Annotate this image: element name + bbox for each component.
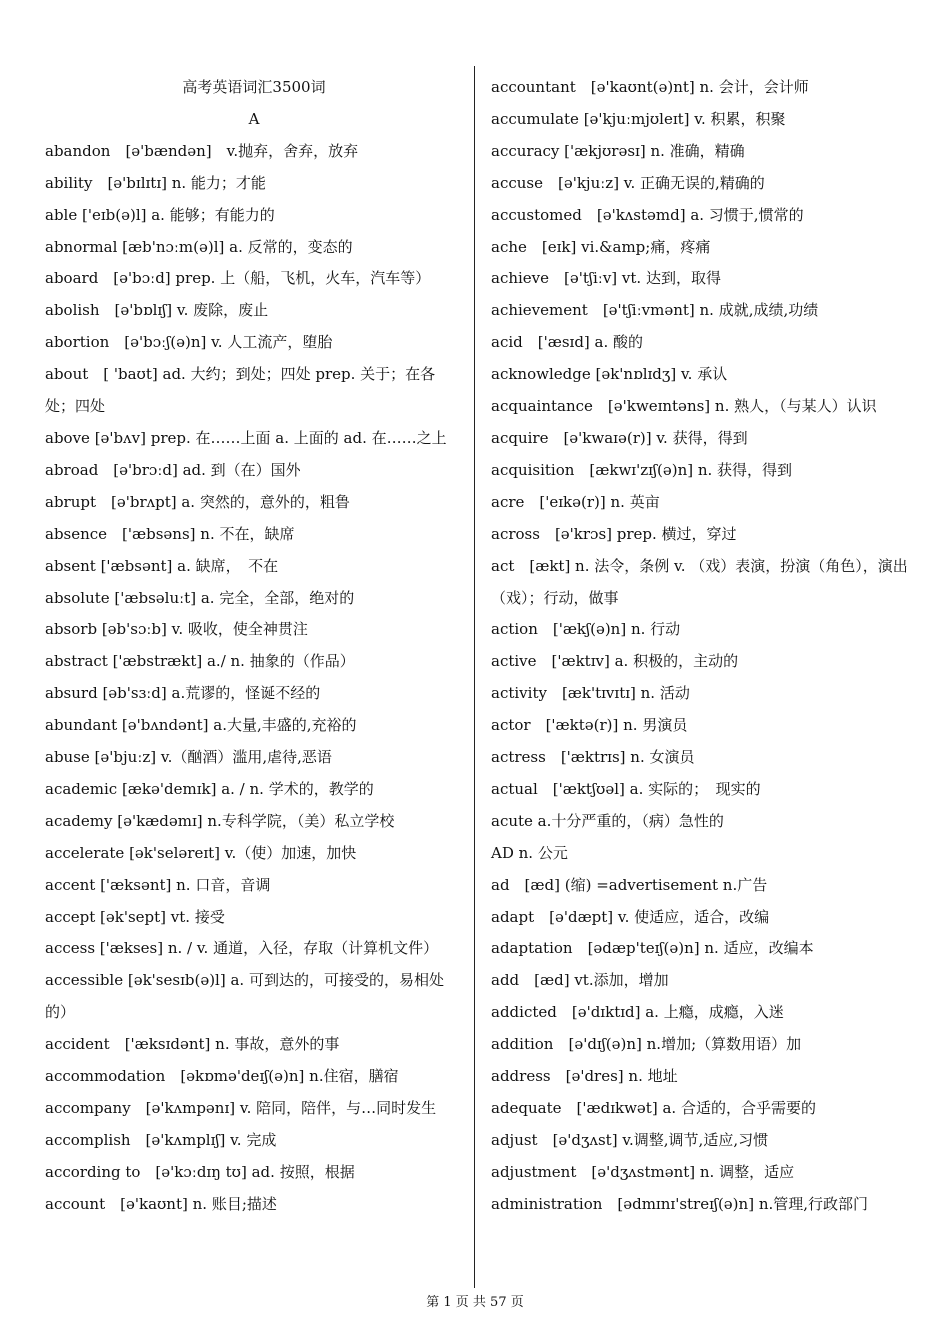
page-title: 高考英语词汇3500词 xyxy=(182,78,326,96)
vocab-entry: acid ['æsɪd] a. 酸的 xyxy=(491,333,644,352)
vocab-entry: actual ['æktʃʊəl] a. 实际的； 现实的 xyxy=(491,779,761,798)
vocab-entry: achievement [ə'tʃiːvmənt] n. 成就,成绩,功绩 xyxy=(491,301,819,320)
vocab-entry: add [æd] vt.添加，增加 xyxy=(491,971,669,990)
vocab-entry: adjust [ə'dʒʌst] v.调整,调节,适应,习惯 xyxy=(491,1130,769,1149)
vocab-entry: across [ə'krɔs] prep. 横过，穿过 xyxy=(491,524,737,543)
section-letter: A xyxy=(248,109,260,128)
vocab-entry: adjustment [ə'dʒʌstmənt] n. 调整，适应 xyxy=(491,1162,795,1181)
vocab-entry: accumulate [ə'kjuːmjʊleɪt] v. 积累，积聚 xyxy=(491,109,786,128)
vocab-entry: adaptation [ədæp'teɪʃ(ə)n] n. 适应，改编本 xyxy=(491,939,814,958)
vocab-entry: absent ['æbsənt] a. 缺席， 不在 xyxy=(45,556,279,575)
vocab-entry: accessible [ək'sesɪb(ə)l] a. 可到达的，可接受的，易相处的） xyxy=(45,971,444,1022)
vocab-entry: absence ['æbsəns] n. 不在，缺席 xyxy=(45,524,295,543)
vocab-entry: acute a.十分严重的，（病）急性的 xyxy=(491,811,724,830)
vocab-entry: accuracy ['ækjʊrəsɪ] n. 准确，精确 xyxy=(491,141,745,160)
vocab-entry: academy [ə'kædəmɪ] n.专科学院，（美）私立学校 xyxy=(45,811,395,830)
vocab-entry: able ['eɪb(ə)l] a. 能够；有能力的 xyxy=(45,205,275,224)
vocab-entry: abundant [ə'bʌndənt] a.大量,丰盛的,充裕的 xyxy=(45,716,357,735)
vocab-entry: abolish [ə'bɒlɪʃ] v. 废除，废止 xyxy=(45,301,269,320)
left-column xyxy=(45,72,463,1221)
vocab-entry: academic [ækə'demɪk] a. / n. 学术的，教学的 xyxy=(45,779,374,798)
vocab-entry: accuse [ə'kjuːz] v. 正确无误的,精确的 xyxy=(491,173,765,192)
vocab-entry: abuse [ə'bjuːz] v.（酗酒）滥用,虐待,恶语 xyxy=(45,748,332,767)
right-entry-list xyxy=(491,72,911,1221)
vocab-entry: accompany [ə'kʌmpənɪ] v. 陪同，陪伴，与…同时发生 xyxy=(45,1099,437,1117)
vocab-entry: abroad [ə'brɔːd] ad. 到（在）国外 xyxy=(45,460,301,479)
vocab-entry: abortion [ə'bɔːʃ(ə)n] v. 人工流产，堕胎 xyxy=(45,333,333,352)
vocab-entry: accent ['æksənt] n. 口音，音调 xyxy=(45,875,271,894)
vocab-entry: ability [ə'bɪlɪtɪ] n. 能力；才能 xyxy=(45,173,266,192)
vocab-entry: accommodation [əkɒmə'deɪʃ(ə)n] n.住宿，膳宿 xyxy=(45,1067,399,1086)
vocab-entry: abnormal [æb'nɔːm(ə)l] a. 反常的，变态的 xyxy=(45,237,353,256)
vocab-entry: actor ['æktə(r)] n. 男演员 xyxy=(491,716,688,735)
vocab-entry: address [ə'dres] n. 地址 xyxy=(491,1067,678,1086)
vocab-entry: acquisition [ækwɪ'zɪʃ(ə)n] n. 获得，得到 xyxy=(491,460,793,479)
vocab-entry: above [ə'bʌv] prep. 在……上面 a. 上面的 ad. 在……之上 xyxy=(45,428,447,447)
vocab-entry: AD n. 公元 xyxy=(491,843,568,862)
left-entry-list xyxy=(45,136,463,1221)
vocab-entry: active ['æktɪv] a. 积极的，主动的 xyxy=(491,652,739,671)
vocab-entry: abandon [ə'bændən] v.抛弃，舍弃，放弃 xyxy=(45,141,359,160)
vocab-entry: ad [æd] (缩) =advertisement n.广告 xyxy=(491,875,768,894)
vocab-entry: addicted [ə'dɪktɪd] a. 上瘾，成瘾，入迷 xyxy=(491,1003,784,1022)
vocab-entry: acquaintance [ə'kweɪntəns] n. 熟人，（与某人）认识 xyxy=(491,397,877,416)
vocab-entry: acquire [ə'kwaɪə(r)] v. 获得，得到 xyxy=(491,428,748,447)
vocab-entry: actress ['æktrɪs] n. 女演员 xyxy=(491,748,695,767)
vocab-entry: accelerate [ək'seləreɪt] v.（使）加速，加快 xyxy=(45,843,357,862)
vocab-entry: adequate ['ædɪkwət] a. 合适的，合乎需要的 xyxy=(491,1099,816,1117)
vocab-entry: according to [ə'kɔːdɪŋ tʊ] ad. 按照，根据 xyxy=(45,1162,355,1181)
vocab-entry: aboard [ə'bɔːd] prep. 上（船，飞机，火车，汽车等） xyxy=(45,269,431,288)
vocab-entry: act [ækt] n. 法令，条例 v. （戏）表演，扮演（角色），演出（戏）；行动，做事 xyxy=(491,556,908,607)
vocab-entry: acre ['eɪkə(r)] n. 英亩 xyxy=(491,492,660,511)
vocab-entry: absolute ['æbsəluːt] a. 完全，全部，绝对的 xyxy=(45,588,355,607)
vocab-entry: account [ə'kaʊnt] n. 账目;描述 xyxy=(45,1194,277,1213)
vocab-entry: accountant [ə'kaʊnt(ə)nt] n. 会计，会计师 xyxy=(491,78,809,96)
right-column xyxy=(491,72,911,1221)
vocab-entry: abrupt [ə'brʌpt] a. 突然的，意外的，粗鲁 xyxy=(45,492,350,511)
vocab-entry: accomplish [ə'kʌmplɪʃ] v. 完成 xyxy=(45,1130,277,1149)
vocab-entry: about [ 'baʊt] ad. 大约；到处；四处 prep. 关于；在各处；四处 xyxy=(45,365,436,416)
vocab-entry: acknowledge [ək'nɒlɪdʒ] v. 承认 xyxy=(491,365,728,384)
vocab-entry: absurd [əb'sɜːd] a.荒谬的，怪诞不经的 xyxy=(45,684,321,703)
vocab-entry: accident ['æksɪdənt] n. 事故，意外的事 xyxy=(45,1035,340,1054)
vocab-entry: accustomed [ə'kʌstəmd] a. 习惯于,惯常的 xyxy=(491,205,804,224)
page-footer: 第 1 页 共 57 页 xyxy=(426,1295,524,1310)
column-divider xyxy=(474,66,475,1288)
vocab-entry: absorb [əb'sɔːb] v. 吸收，使全神贯注 xyxy=(45,620,308,639)
vocab-entry: abstract ['æbstrækt] a./ n. 抽象的（作品） xyxy=(45,652,355,671)
vocab-entry: activity [æk'tɪvɪtɪ] n. 活动 xyxy=(491,684,690,703)
vocab-entry: administration [ədmɪnɪ'streɪʃ(ə)n] n.管理,行政部门 xyxy=(491,1194,869,1213)
vocab-entry: addition [ə'dɪʃ(ə)n] n.增加;（算数用语）加 xyxy=(491,1035,802,1054)
vocab-entry: action ['ækʃ(ə)n] n. 行动 xyxy=(491,620,681,639)
vocab-entry: achieve [ə'tʃiːv] vt. 达到，取得 xyxy=(491,269,721,288)
vocab-entry: access ['ækses] n. / v. 通道，入径，存取（计算机文件） xyxy=(45,939,439,958)
vocab-entry: accept [ək'sept] vt. 接受 xyxy=(45,907,225,926)
vocab-entry: adapt [ə'dæpt] v. 使适应，适合，改编 xyxy=(491,907,770,926)
vocab-entry: ache [eɪk] vi.&amp;痛，疼痛 xyxy=(491,237,711,256)
